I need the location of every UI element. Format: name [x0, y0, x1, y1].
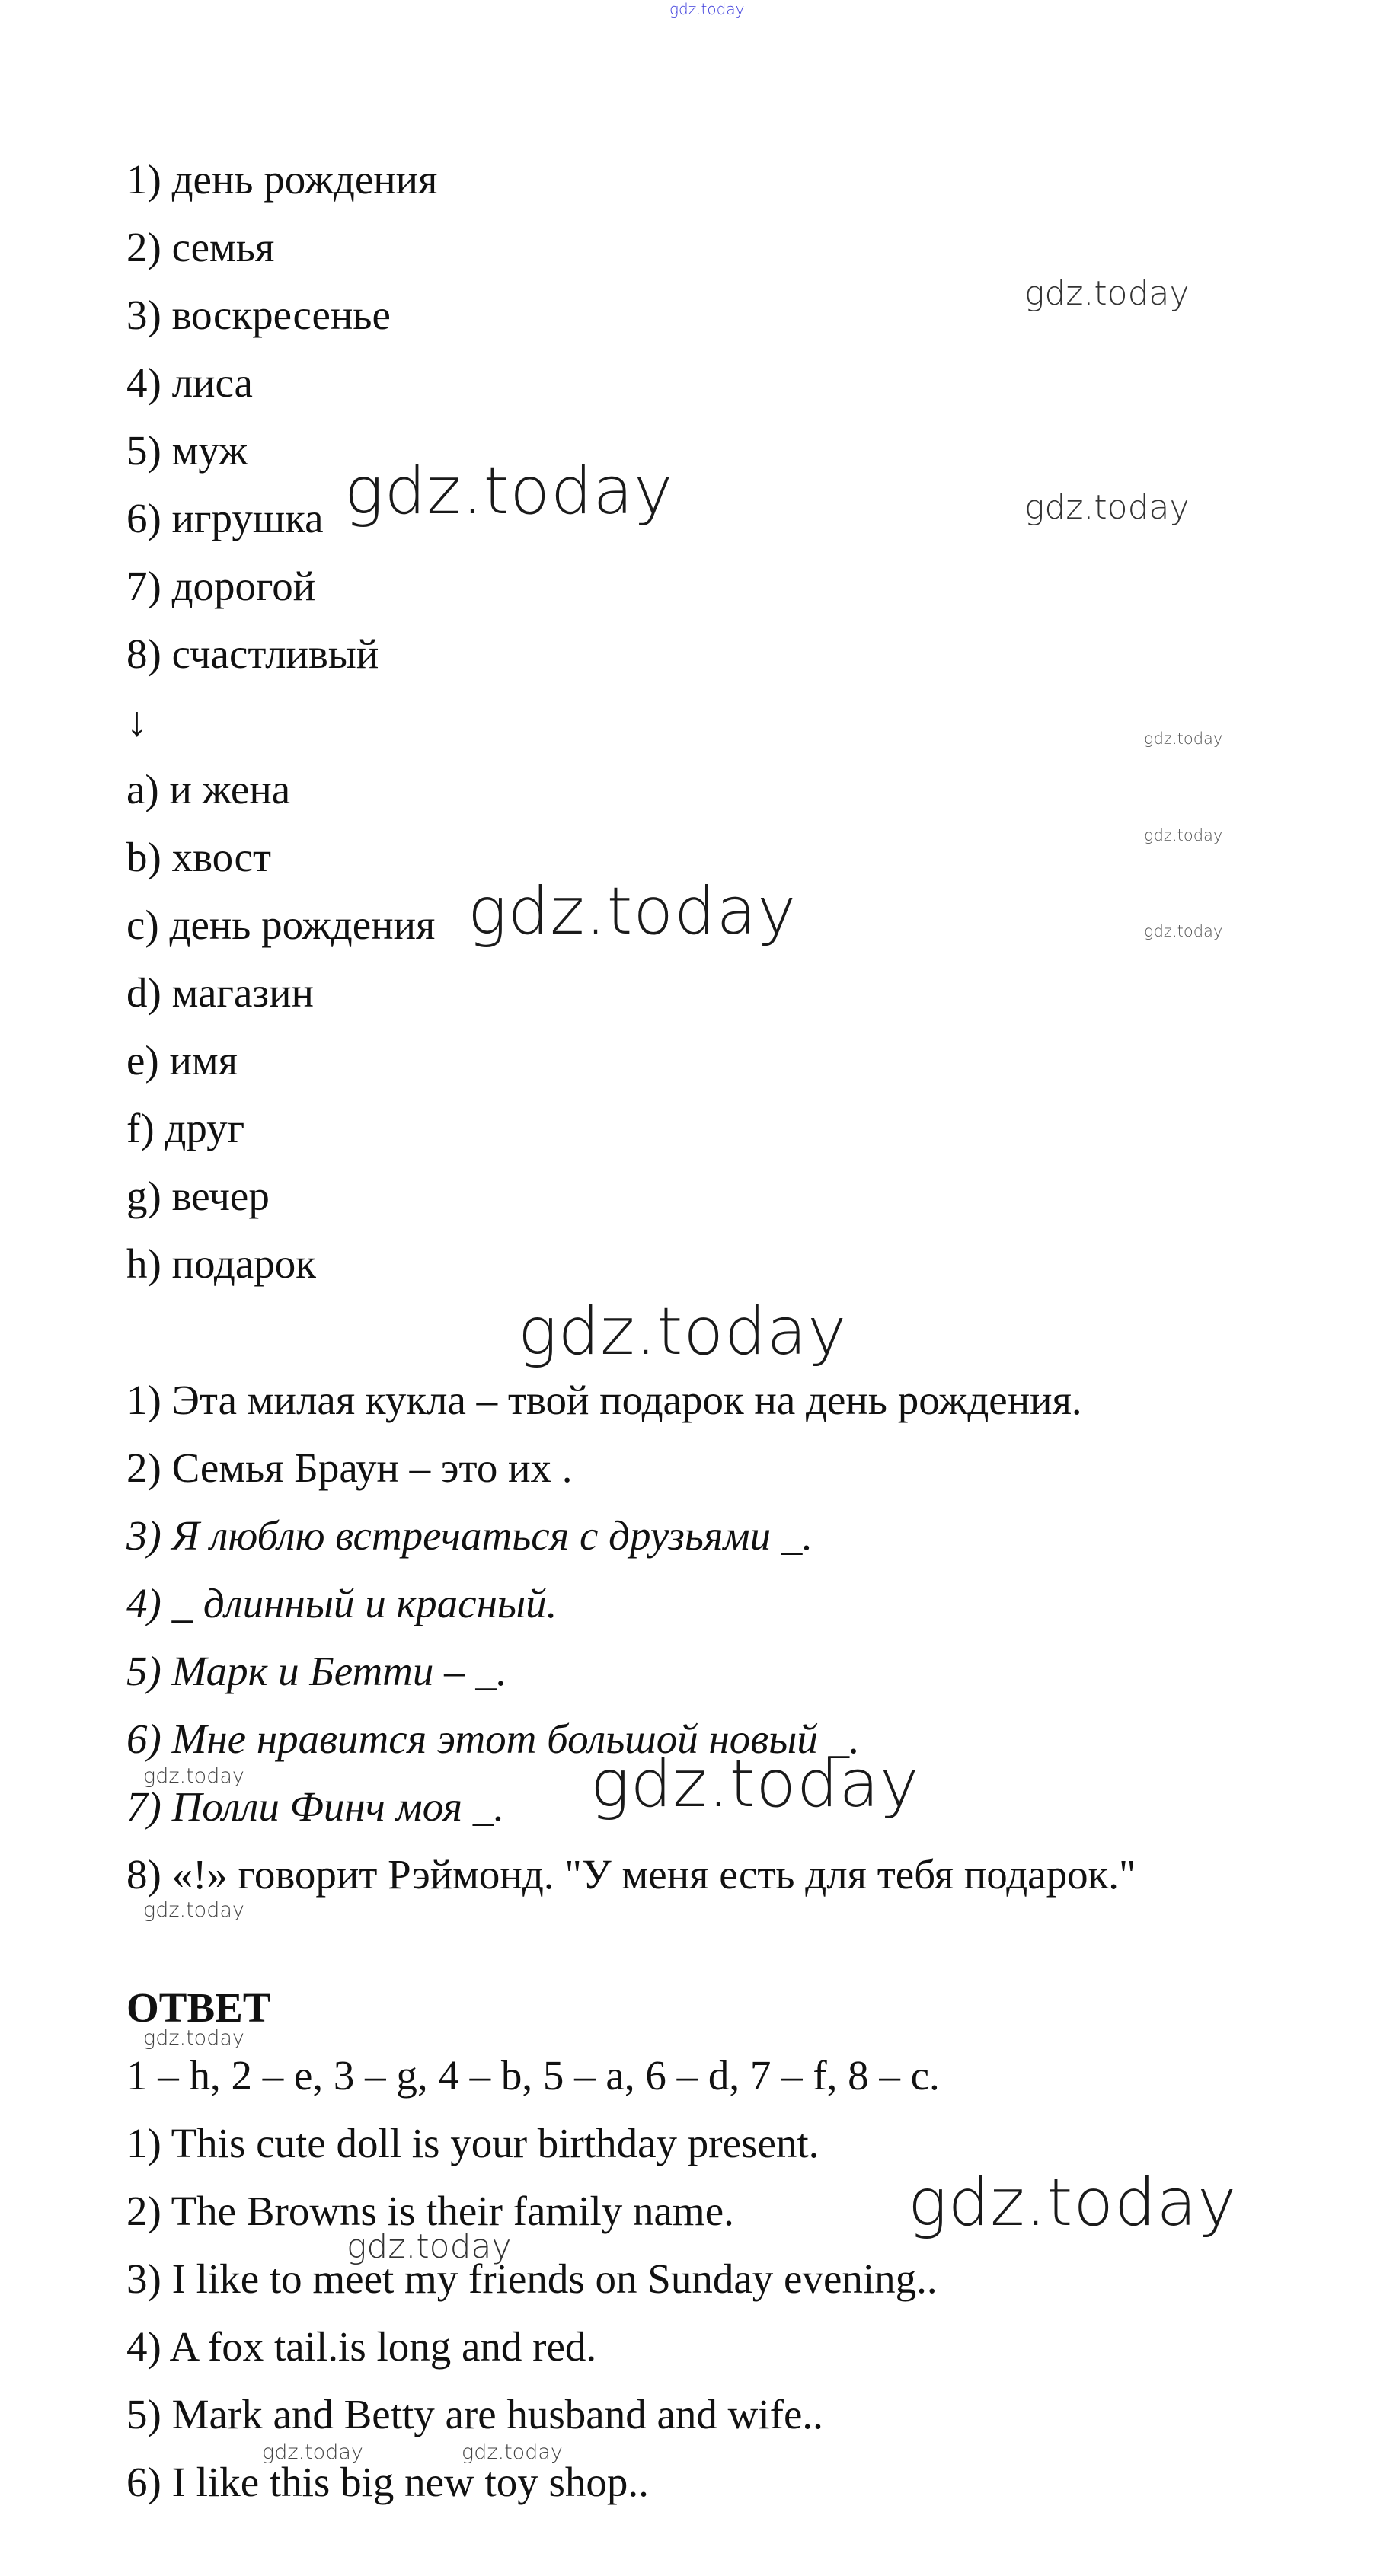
watermark: gdz.today	[143, 1764, 244, 1788]
answer-heading: ОТВЕТ	[126, 1984, 271, 2031]
translation-5: 5) Mark and Betty are husband and wife..	[126, 2391, 823, 2437]
watermark-top: gdz.today	[669, 0, 745, 18]
phrase-item-f: f) друг	[126, 1105, 245, 1151]
watermark: gdz.today	[262, 2440, 363, 2464]
watermark: gdz.today	[344, 453, 674, 529]
answer-matching: 1 – h, 2 – e, 3 – g, 4 – b, 5 – a, 6 – d, 7 – f, 8 – c.	[126, 2052, 940, 2099]
phrase-item-c: c) день рождения	[126, 902, 436, 948]
word-item-1: 1) день рождения	[126, 156, 438, 203]
translation-4: 4) A fox tail.is long and red.	[126, 2323, 597, 2370]
sentence-1: 1) Эта милая кукла – твой подарок на день рождения.	[126, 1377, 1082, 1423]
word-item-2: 2) семья	[126, 224, 275, 270]
sentence-7: 7) Полли Финч моя _.	[126, 1783, 505, 1830]
watermark: gdz.today	[462, 2440, 563, 2464]
translation-1: 1) This cute doll is your birthday present.	[126, 2120, 819, 2166]
watermark: gdz.today	[518, 1294, 848, 1370]
watermark: gdz.today	[1024, 274, 1190, 313]
watermark: gdz.today	[1144, 729, 1223, 748]
down-arrow-icon: ↓	[126, 698, 148, 745]
word-item-7: 7) дорогой	[126, 563, 316, 609]
watermark: gdz.today	[1024, 488, 1190, 527]
phrase-item-h: h) подарок	[126, 1240, 317, 1287]
watermark: gdz.today	[1144, 826, 1223, 844]
sentence-4: 4) _ длинный и красный.	[126, 1580, 558, 1626]
translation-6: 6) I like this big new toy shop..	[126, 2459, 649, 2505]
phrase-item-e: e) имя	[126, 1037, 238, 1084]
watermark: gdz.today	[1144, 922, 1223, 940]
phrase-item-b: b) хвост	[126, 834, 271, 880]
phrase-item-g: g) вечер	[126, 1173, 270, 1219]
watermark: gdz.today	[347, 2227, 512, 2266]
word-item-4: 4) лиса	[126, 359, 253, 406]
word-item-5: 5) муж	[126, 427, 248, 474]
sentence-5: 5) Марк и Бетти – _.	[126, 1648, 507, 1694]
word-item-8: 8) счастливый	[126, 630, 379, 677]
translation-3: 3) I like to meet my friends on Sunday evening..	[126, 2255, 938, 2302]
watermark: gdz.today	[590, 1746, 920, 1822]
word-item-3: 3) воскресенье	[126, 292, 391, 338]
sentence-8: 8) «!» говорит Рэймонд. "У меня есть для тебя подарок."	[126, 1851, 1136, 1898]
translation-2: 2) The Browns is their family name.	[126, 2188, 734, 2234]
watermark: gdz.today	[143, 2026, 244, 2050]
phrase-item-a: a) и жена	[126, 766, 291, 812]
sentence-2: 2) Семья Браун – это их .	[126, 1444, 573, 1491]
sentence-3: 3) Я люблю встречаться с друзьями _.	[126, 1512, 813, 1559]
watermark: gdz.today	[468, 873, 797, 950]
word-item-6: 6) игрушка	[126, 495, 324, 541]
phrase-item-d: d) магазин	[126, 969, 314, 1016]
sentence-6: 6) Мне нравится этот большой новый _.	[126, 1716, 860, 1762]
watermark: gdz.today	[908, 2165, 1238, 2241]
watermark: gdz.today	[143, 1898, 244, 1922]
